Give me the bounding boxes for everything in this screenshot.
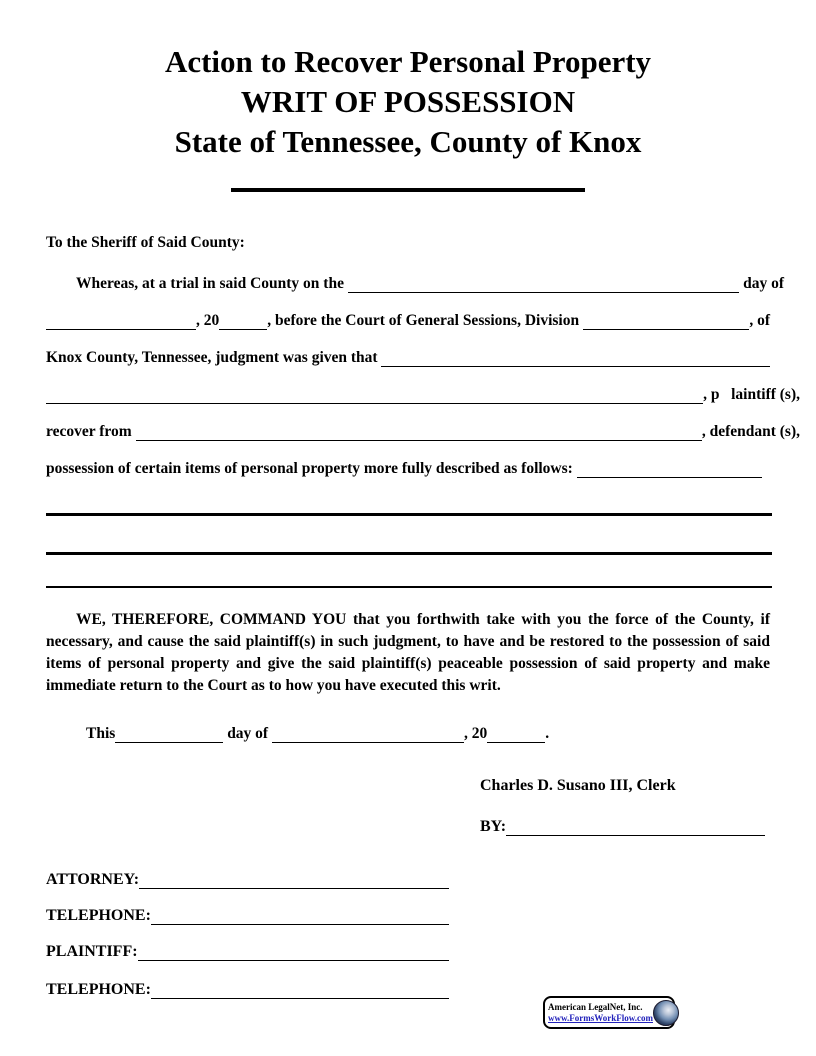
property-description-line-1 bbox=[46, 513, 772, 516]
before-court-text: , before the Court of General Sessions, Division bbox=[267, 312, 583, 329]
comma-20-text: , 20 bbox=[196, 312, 220, 329]
form-body bbox=[46, 272, 800, 494]
date-day-of-text: day of bbox=[223, 725, 272, 742]
blank-plaintiff-name bbox=[46, 383, 703, 404]
by-label: BY: bbox=[480, 818, 507, 835]
blank-trial-date bbox=[348, 272, 739, 293]
form-line-judgment bbox=[46, 346, 770, 367]
document-title-line2: WRIT OF POSSESSION bbox=[240, 84, 576, 119]
of-text: , of bbox=[749, 312, 770, 329]
blank-property-intro bbox=[577, 457, 762, 478]
command-paragraph: WE, THEREFORE, COMMAND YOU that you forthwith take with you the force of the County, if necessary, and cause the said plaintiff(s) in such judgment, to have and be restored to the possession of said items of personal property and give the said plaintiff(s) peaceable possession of said property and make immediate return to the Court as to how you have executed this writ. bbox=[46, 611, 770, 694]
telephone-line-2 bbox=[46, 978, 449, 999]
blank-judgment bbox=[381, 346, 770, 367]
clerk-name: Charles D. Susano III, Clerk bbox=[480, 777, 676, 794]
property-description-line-2 bbox=[46, 552, 772, 555]
date-comma-20-text: , 20 bbox=[463, 725, 488, 742]
document-header bbox=[0, 42, 816, 162]
vendor-badge bbox=[543, 996, 675, 1029]
defendant-text: , defendant (s), bbox=[701, 423, 800, 440]
day-of-text: day of bbox=[739, 275, 784, 292]
plaintiff-text: , p laintiff (s), bbox=[703, 386, 800, 403]
blank-attorney bbox=[139, 868, 449, 889]
telephone-label-2: TELEPHONE: bbox=[46, 981, 151, 998]
vendor-website-link[interactable]: www.FormsWorkFlow.com bbox=[548, 1012, 653, 1023]
form-line-defendant bbox=[46, 420, 800, 441]
vendor-company-name: American LegalNet, Inc. bbox=[548, 1001, 643, 1012]
this-text: This bbox=[86, 725, 116, 742]
form-line-plaintiff bbox=[46, 383, 800, 404]
execution-date-line bbox=[86, 722, 549, 743]
property-description-line-3 bbox=[46, 586, 772, 588]
by-signature-line bbox=[480, 815, 765, 836]
blank-telephone-2 bbox=[151, 978, 449, 999]
judgment-text: Knox County, Tennessee, judgment was given that bbox=[46, 349, 382, 366]
plaintiff-line bbox=[46, 940, 449, 961]
blank-telephone-1 bbox=[151, 904, 449, 925]
attorney-line bbox=[46, 868, 449, 889]
salutation: To the Sheriff of Said County: bbox=[46, 234, 245, 251]
blank-plaintiff bbox=[138, 940, 449, 961]
vendor-badge-text bbox=[548, 1002, 653, 1024]
blank-year bbox=[219, 309, 267, 330]
period-text: . bbox=[545, 725, 550, 742]
attorney-label: ATTORNEY: bbox=[46, 871, 140, 888]
telephone-label-1: TELEPHONE: bbox=[46, 907, 151, 924]
property-text: possession of certain items of personal property more fully described as follows: bbox=[46, 460, 577, 477]
blank-by-signature bbox=[506, 815, 765, 836]
title-divider-line bbox=[231, 188, 585, 192]
whereas-text: Whereas, at a trial in said County on the bbox=[76, 275, 348, 292]
document-title-line1: Action to Recover Personal Property bbox=[164, 44, 652, 79]
blank-defendant-name bbox=[136, 420, 702, 441]
blank-month bbox=[46, 309, 196, 330]
recover-from-text: recover from bbox=[46, 423, 136, 440]
plaintiff-label: PLAINTIFF: bbox=[46, 943, 138, 960]
form-line-property bbox=[46, 457, 762, 478]
form-line-trial-date bbox=[46, 272, 784, 293]
blank-month-2 bbox=[272, 722, 464, 743]
blank-year-2 bbox=[487, 722, 545, 743]
document-title-line3: State of Tennessee, County of Knox bbox=[174, 124, 642, 159]
blank-day bbox=[115, 722, 223, 743]
telephone-line-1 bbox=[46, 904, 449, 925]
form-line-month-division bbox=[46, 309, 770, 330]
blank-division bbox=[583, 309, 749, 330]
vendor-globe-icon bbox=[653, 1000, 679, 1026]
